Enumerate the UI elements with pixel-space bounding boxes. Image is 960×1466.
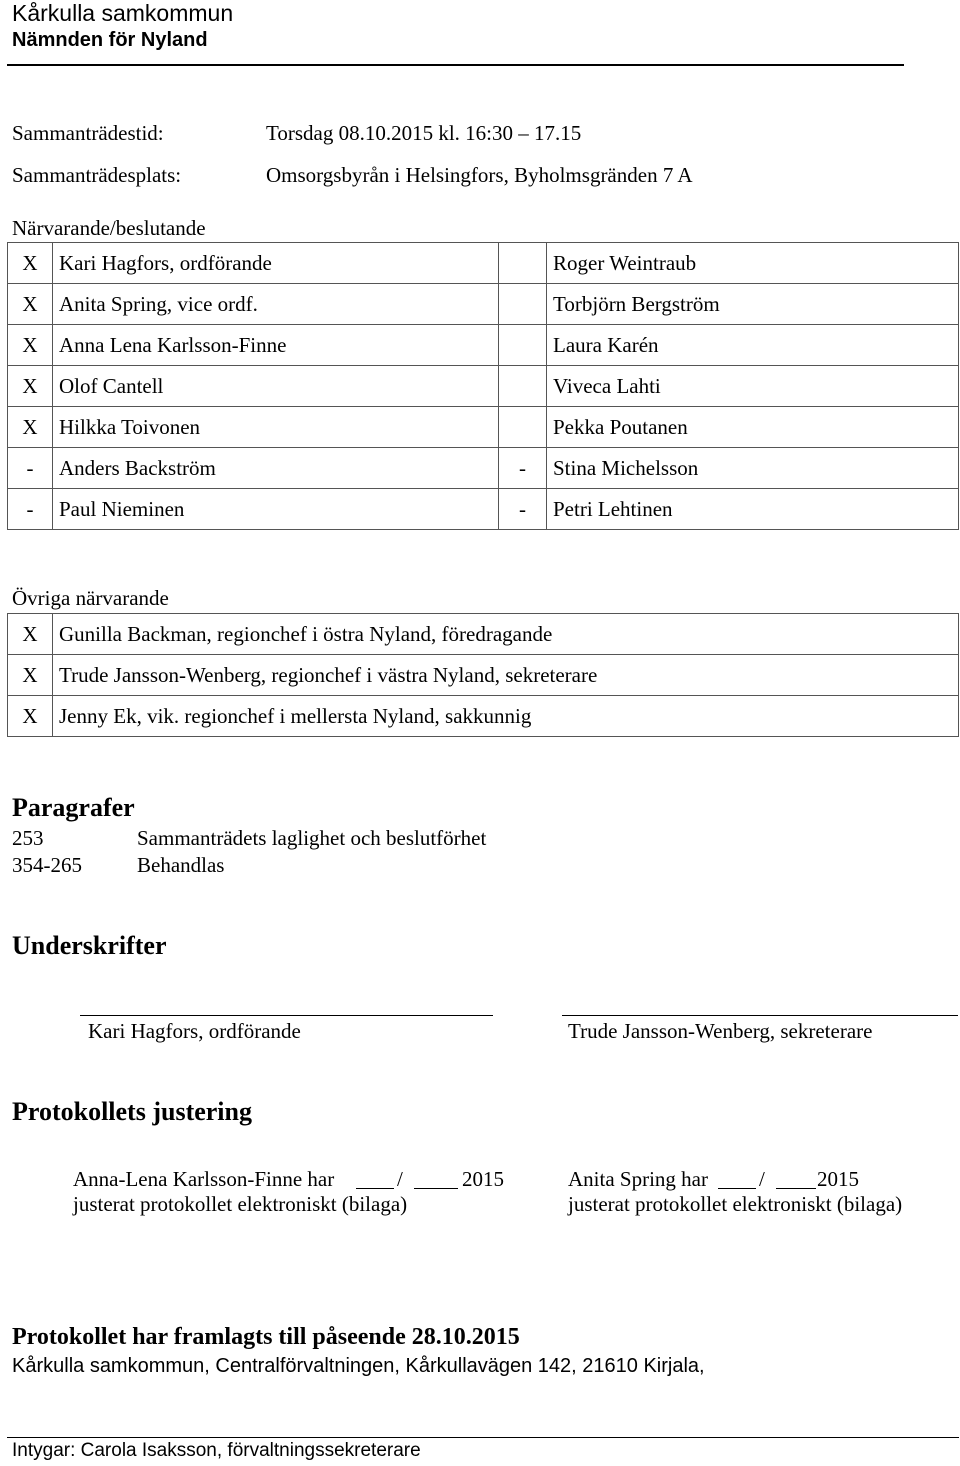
others-person: Trude Jansson-Wenberg, regionchef i västra Nyland, sekreterare [53, 655, 959, 696]
organization-name: Kårkulla samkommun [12, 0, 234, 26]
attendance-mark: - [8, 448, 53, 489]
others-person: Gunilla Backman, regionchef i östra Nyland, föredragande [53, 614, 959, 655]
attendance-mark: X [8, 243, 53, 284]
attendance-member: Paul Nieminen [53, 489, 499, 530]
attendance-mark [499, 284, 547, 325]
attendance-mark [499, 366, 547, 407]
date-blank-day [356, 1188, 394, 1189]
meeting-place-label: Sammanträdesplats: [12, 163, 182, 187]
adjuster-left-note: justerat protokollet elektroniskt (bilaga) [73, 1192, 408, 1216]
signatures-heading: Underskrifter [12, 931, 167, 960]
attendance-deputy: Petri Lehtinen [547, 489, 959, 530]
others-heading: Övriga närvarande [12, 586, 169, 610]
table-row [8, 448, 959, 489]
table-row [8, 325, 959, 366]
attendance-mark [499, 407, 547, 448]
attendance-member: Anna Lena Karlsson-Finne [53, 325, 499, 366]
certification: Intygar: Carola Isaksson, förvaltningssekreterare [12, 1440, 421, 1461]
adjuster-right-note: justerat protokollet elektroniskt (bilaga) [568, 1192, 903, 1216]
date-slash: / [397, 1167, 403, 1191]
signature-chair: Kari Hagfors, ordförande [88, 1019, 301, 1043]
board-name: Nämnden för Nyland [12, 29, 208, 51]
attendance-member: Hilkka Toivonen [53, 407, 499, 448]
paragraph-number: 253 [12, 826, 44, 850]
attendance-mark: X [8, 284, 53, 325]
signature-line-secretary [562, 1015, 958, 1016]
table-row [8, 243, 959, 284]
others-table [7, 613, 959, 737]
paragraph-title: Behandlas [137, 853, 225, 877]
attendance-heading: Närvarande/beslutande [12, 216, 206, 240]
attendance-member: Olof Cantell [53, 366, 499, 407]
adjuster-right-name: Anita Spring har [568, 1167, 708, 1191]
date-blank-month [414, 1188, 458, 1189]
attendance-member: Anita Spring, vice ordf. [53, 284, 499, 325]
date-blank-day [718, 1188, 756, 1189]
attendance-mark: - [499, 489, 547, 530]
adjuster-left-name: Anna-Lena Karlsson-Finne har [73, 1167, 335, 1191]
attendance-deputy: Viveca Lahti [547, 366, 959, 407]
date-blank-month [776, 1188, 816, 1189]
attendance-deputy: Roger Weintraub [547, 243, 959, 284]
meeting-time-value: Torsdag 08.10.2015 kl. 16:30 – 17.15 [266, 121, 582, 145]
attendance-table [7, 242, 959, 530]
table-row [8, 655, 959, 696]
paragraphs-heading: Paragrafer [12, 793, 135, 822]
adjuster-left-year: 2015 [462, 1167, 504, 1191]
table-row [8, 407, 959, 448]
attendance-mark [499, 325, 547, 366]
attendance-member: Kari Hagfors, ordförande [53, 243, 499, 284]
adjustment-heading: Protokollets justering [12, 1097, 252, 1126]
attendance-mark: - [8, 489, 53, 530]
signature-line-chair [80, 1015, 493, 1016]
attendance-mark: - [499, 448, 547, 489]
signature-secretary: Trude Jansson-Wenberg, sekreterare [568, 1019, 873, 1043]
others-mark: X [8, 655, 53, 696]
attendance-mark [499, 243, 547, 284]
others-person: Jenny Ek, vik. regionchef i mellersta Nyland, sakkunnig [53, 696, 959, 737]
posted-notice: Protokollet har framlagts till påseende 28.10.2015 [12, 1324, 520, 1350]
attendance-member: Anders Backström [53, 448, 499, 489]
date-slash: / [759, 1167, 765, 1191]
attendance-mark: X [8, 366, 53, 407]
table-row [8, 696, 959, 737]
header-rule [7, 64, 904, 66]
paragraph-number: 354-265 [12, 853, 82, 877]
attendance-deputy: Torbjörn Bergström [547, 284, 959, 325]
others-mark: X [8, 696, 53, 737]
table-row [8, 489, 959, 530]
footer-rule [7, 1437, 959, 1438]
attendance-deputy: Stina Michelsson [547, 448, 959, 489]
attendance-mark: X [8, 325, 53, 366]
adjuster-right-year: 2015 [817, 1167, 859, 1191]
table-row [8, 284, 959, 325]
attendance-mark: X [8, 407, 53, 448]
attendance-deputy: Pekka Poutanen [547, 407, 959, 448]
attendance-deputy: Laura Karén [547, 325, 959, 366]
table-row [8, 366, 959, 407]
paragraph-title: Sammanträdets laglighet och beslutförhet [137, 826, 487, 850]
others-mark: X [8, 614, 53, 655]
meeting-time-label: Sammanträdestid: [12, 121, 164, 145]
table-row [8, 614, 959, 655]
meeting-place-value: Omsorgsbyrån i Helsingfors, Byholmsgränden 7 A [266, 163, 693, 187]
address: Kårkulla samkommun, Centralförvaltningen, Kårkullavägen 142, 21610 Kirjala, [12, 1355, 705, 1377]
